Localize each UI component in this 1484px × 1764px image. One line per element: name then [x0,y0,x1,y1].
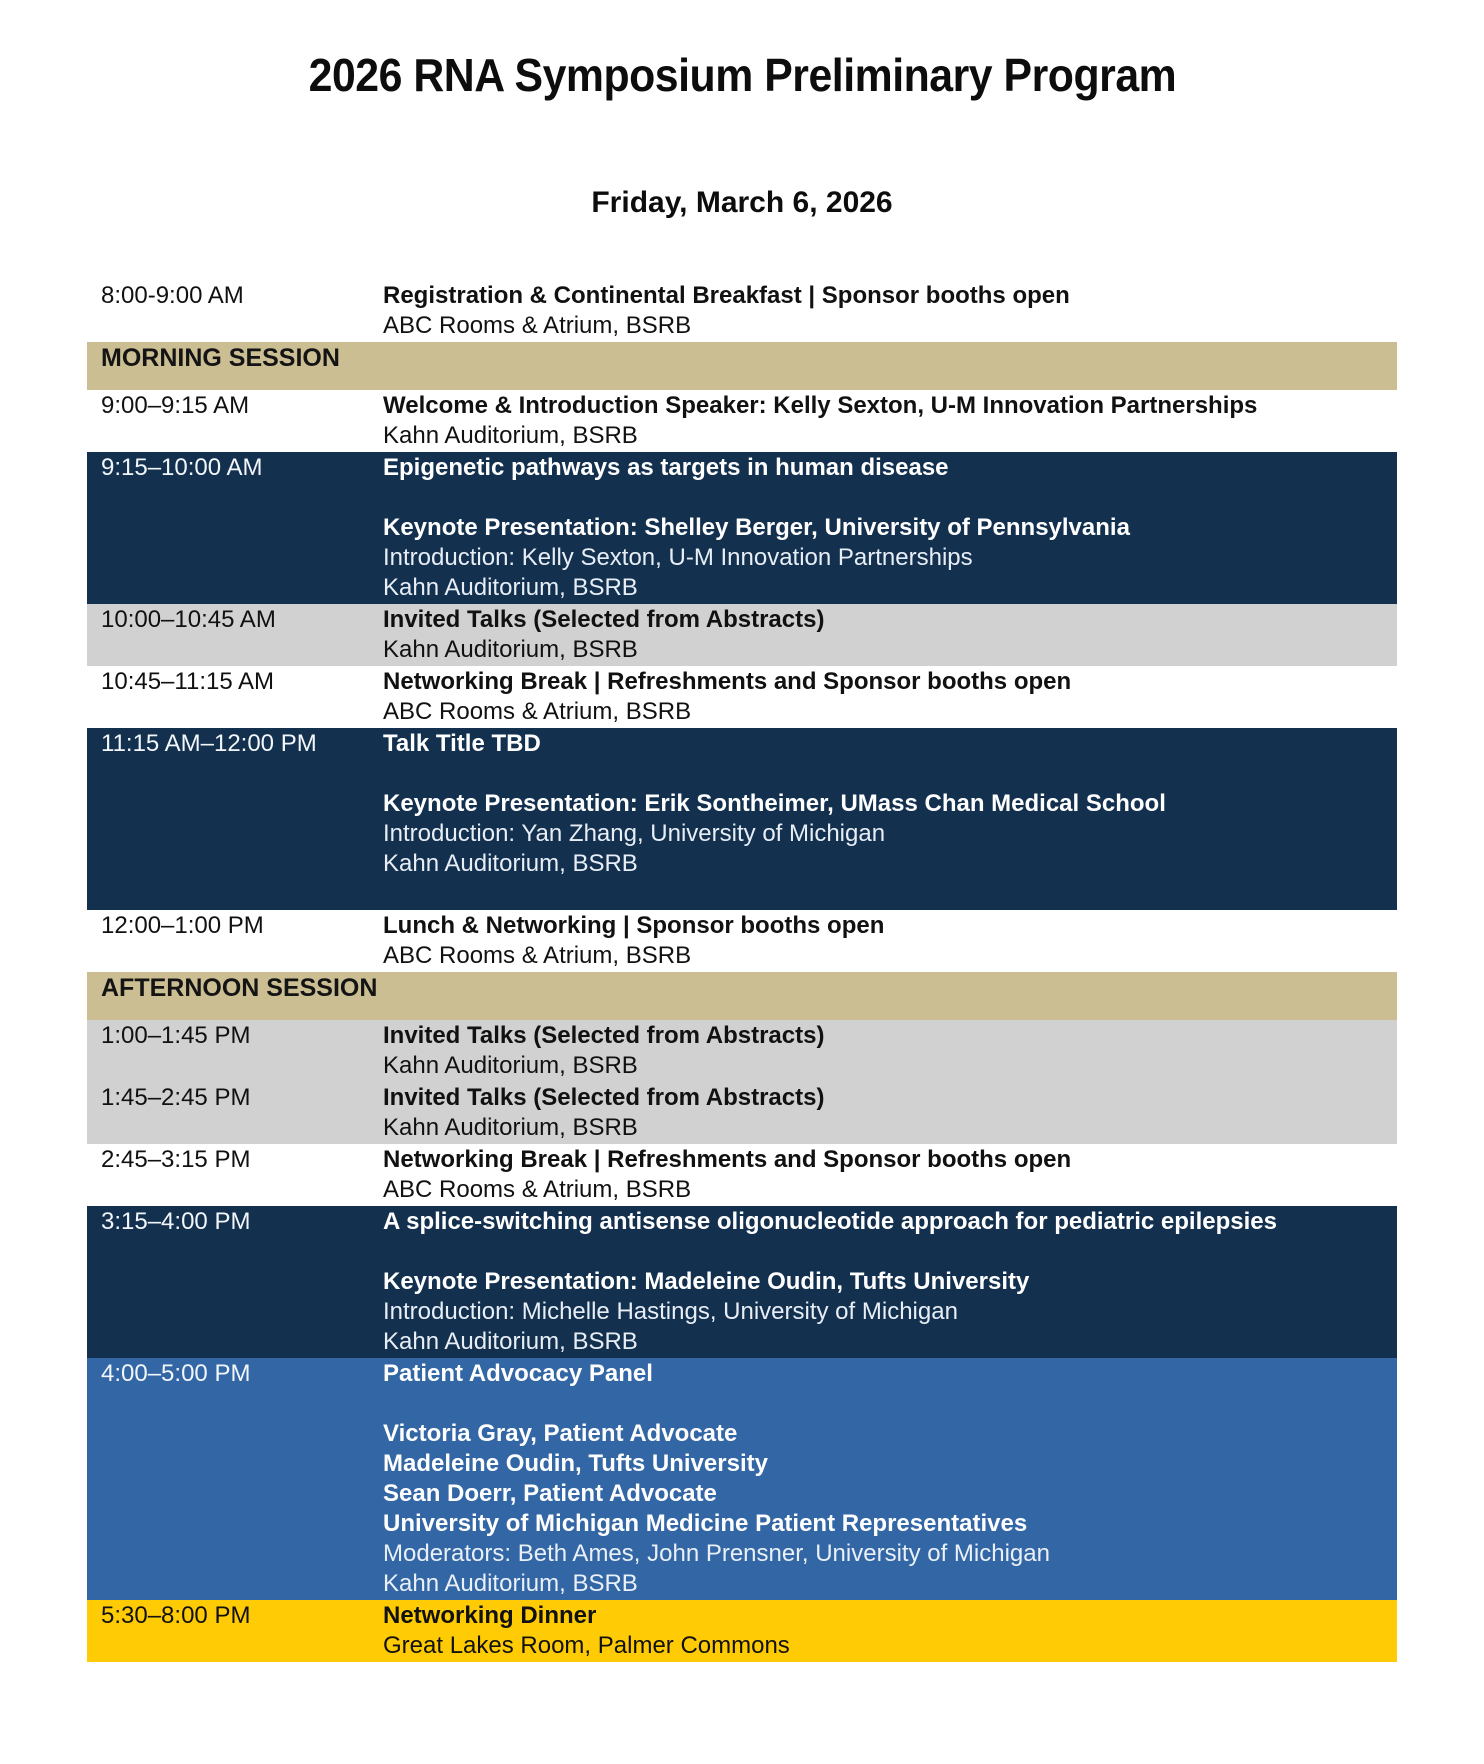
session-details [383,281,1397,341]
detail-line: Introduction: Michelle Hastings, University of Michigan [383,1298,958,1325]
detail-line: Registration & Continental Breakfast | Sponsor booths open [383,282,1070,309]
time-cell: 1:00–1:45 PM [101,1022,251,1049]
detail-line: Kahn Auditorium, BSRB [383,1570,638,1597]
detail-line: ABC Rooms & Atrium, BSRB [383,698,692,725]
date-heading: Friday, March 6, 2026 [591,186,893,219]
session-row [87,666,1397,728]
detail-line: Moderators: Beth Ames, John Prensner, University of Michigan [383,1540,1050,1567]
detail-line: Kahn Auditorium, BSRB [383,574,638,601]
detail-line: Welcome & Introduction Speaker: Kelly Sexton, U-M Innovation Partnerships [383,392,1258,419]
session-row [87,1082,1397,1144]
time-cell: 9:15–10:00 AM [101,454,263,481]
session-row [87,390,1397,452]
session-details [383,1601,1397,1661]
session-details [383,453,1397,603]
detail-line [383,759,1397,789]
session-details [383,667,1397,727]
detail-line: Keynote Presentation: Erik Sontheimer, UMass Chan Medical School [383,790,1166,817]
detail-line: Networking Break | Refreshments and Sponsor booths open [383,1146,1072,1173]
detail-line: ABC Rooms & Atrium, BSRB [383,312,692,339]
schedule-table [87,280,1397,1662]
detail-line: Great Lakes Room, Palmer Commons [383,1632,790,1659]
detail-line: Networking Break | Refreshments and Sponsor booths open [383,668,1072,695]
section-row [87,342,1397,390]
detail-line: Keynote Presentation: Madeleine Oudin, Tufts University [383,1268,1030,1295]
detail-line: Patient Advocacy Panel [383,1360,653,1387]
time-cell: 8:00-9:00 AM [101,282,244,309]
time-cell: 1:45–2:45 PM [101,1084,251,1111]
detail-line: Talk Title TBD [383,730,541,757]
detail-line: Kahn Auditorium, BSRB [383,1052,638,1079]
detail-line: Epigenetic pathways as targets in human disease [383,454,949,481]
section-label: MORNING SESSION [101,344,340,372]
detail-line: Invited Talks (Selected from Abstracts) [383,1084,825,1111]
session-row [87,728,1397,910]
time-cell: 10:45–11:15 AM [101,668,275,695]
detail-line: Kahn Auditorium, BSRB [383,1114,638,1141]
detail-line: University of Michigan Medicine Patient Representatives [383,1510,1028,1537]
session-details [383,1145,1397,1205]
detail-line: Invited Talks (Selected from Abstracts) [383,1022,825,1049]
time-cell: 11:15 AM–12:00 PM [101,730,317,757]
detail-line: Kahn Auditorium, BSRB [383,850,638,877]
detail-line: ABC Rooms & Atrium, BSRB [383,942,692,969]
session-details [383,1021,1397,1081]
session-row [87,280,1397,342]
detail-line [383,879,1397,909]
page-title-text: 2026 RNA Symposium Preliminary Program [308,49,1176,101]
detail-line: Invited Talks (Selected from Abstracts) [383,606,825,633]
session-details [383,911,1397,971]
section-row [87,972,1397,1020]
detail-line: Victoria Gray, Patient Advocate [383,1420,738,1447]
detail-line: Keynote Presentation: Shelley Berger, University of Pennsylvania [383,514,1130,541]
session-details [383,1359,1397,1599]
time-cell: 12:00–1:00 PM [101,912,264,939]
detail-line [383,483,1397,513]
time-cell: 4:00–5:00 PM [101,1360,251,1387]
detail-line: Introduction: Yan Zhang, University of Michigan [383,820,886,847]
page-title [0,49,1484,101]
session-details [383,1083,1397,1143]
section-label: AFTERNOON SESSION [101,974,378,1002]
session-row [87,1020,1397,1082]
detail-line [383,1237,1397,1267]
session-row [87,1358,1397,1600]
time-cell: 3:15–4:00 PM [101,1208,251,1235]
detail-line: Sean Doerr, Patient Advocate [383,1480,717,1507]
time-cell: 5:30–8:00 PM [101,1602,251,1629]
time-cell: 9:00–9:15 AM [101,392,250,419]
detail-line: Lunch & Networking | Sponsor booths open [383,912,885,939]
detail-line [383,1389,1397,1419]
time-cell: 10:00–10:45 AM [101,606,276,633]
session-row [87,910,1397,972]
detail-line: Kahn Auditorium, BSRB [383,1328,638,1355]
detail-line: Kahn Auditorium, BSRB [383,636,638,663]
session-row [87,1206,1397,1358]
session-details [383,391,1397,451]
session-details [383,605,1397,665]
detail-line: ABC Rooms & Atrium, BSRB [383,1176,692,1203]
session-details [383,1207,1397,1357]
detail-line: Kahn Auditorium, BSRB [383,422,638,449]
detail-line: A splice-switching antisense oligonucleotide approach for pediatric epilepsies [383,1208,1277,1235]
time-cell: 2:45–3:15 PM [101,1146,251,1173]
session-row [87,452,1397,604]
session-row [87,604,1397,666]
session-row [87,1144,1397,1206]
detail-line: Introduction: Kelly Sexton, U-M Innovation Partnerships [383,544,973,571]
session-details [383,729,1397,909]
session-row [87,1600,1397,1662]
detail-line: Networking Dinner [383,1602,597,1629]
detail-line: Madeleine Oudin, Tufts University [383,1450,768,1477]
